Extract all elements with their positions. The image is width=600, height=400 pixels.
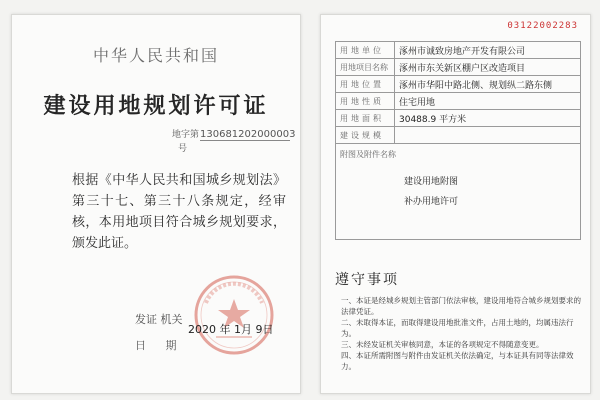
certificate-prefix: 地字第 <box>172 130 200 140</box>
country-name: 中华人民共和国 <box>92 46 219 65</box>
row-value: 涿州市东关新区棚户区改造项目 <box>395 59 581 76</box>
permit-title: 建设用地规划许可证 <box>43 94 269 119</box>
row-label: 用地位置 <box>336 76 395 93</box>
serial-number: 03122002283 <box>507 21 578 31</box>
certificate-front-page <box>11 14 301 394</box>
certificate-suffix: 号 <box>178 144 188 154</box>
notice-item: 三、未经发证机关审核同意，本证的各项规定不得随意变更。 <box>341 340 544 349</box>
notice-item: 一、本证是经城乡规划主管部门依法审核，建设用地符合城乡规划要求的法律凭证。 <box>341 296 581 316</box>
notice-title: 遵守事项 <box>335 272 399 288</box>
table-row <box>336 59 581 76</box>
certificate-number: 130681202000003 <box>200 129 296 140</box>
table-row <box>336 127 581 144</box>
date-label: 日 期 <box>135 339 185 352</box>
row-value: 30488.9 平方米 <box>395 110 581 127</box>
row-label: 建设规模 <box>336 127 395 144</box>
attachments-cell <box>336 144 581 240</box>
certificate-number-line <box>172 127 300 154</box>
land-info-table <box>335 41 581 240</box>
row-value <box>395 127 581 144</box>
legal-basis-text: 根据《中华人民共和国城乡规划法》第三十七、第三十八条规定，经审核，本用地项目符合城乡规划要求，颁发此证。 <box>72 173 286 251</box>
row-label: 用地性质 <box>336 93 395 110</box>
attachments-row <box>336 144 581 240</box>
row-value: 住宅用地 <box>395 93 581 110</box>
row-label: 用地单位 <box>336 42 395 59</box>
attachments-label: 附图及附件名称 <box>340 150 396 159</box>
table-row <box>336 110 581 127</box>
certificate-details-page <box>320 14 591 394</box>
row-value: 涿州市诚致房地产开发有限公司 <box>395 42 581 59</box>
table-row <box>336 76 581 93</box>
issuing-authority-label: 发证 机关 <box>135 313 183 326</box>
row-label: 用地面积 <box>336 110 395 127</box>
attachment-item: 建设用地附图 <box>404 177 459 187</box>
table-row <box>336 93 581 110</box>
notice-item: 四、本证所需附图与附件由发证机关依法确定，与本证具有同等法律效力。 <box>341 351 574 371</box>
official-seal-icon <box>192 273 276 357</box>
notice-list <box>341 295 581 372</box>
notice-item: 二、未取得本证，而取得建设用地批准文件，占用土地的，均属违法行为。 <box>341 318 574 338</box>
row-label: 用地项目名称 <box>336 59 395 76</box>
attachment-item: 补办用地许可 <box>404 197 459 207</box>
issue-date: 2020 年 1月 9日 <box>188 323 274 336</box>
table-row <box>336 42 581 59</box>
row-value: 涿州市华阳中路北侧、规划纵二路东侧 <box>395 76 581 93</box>
